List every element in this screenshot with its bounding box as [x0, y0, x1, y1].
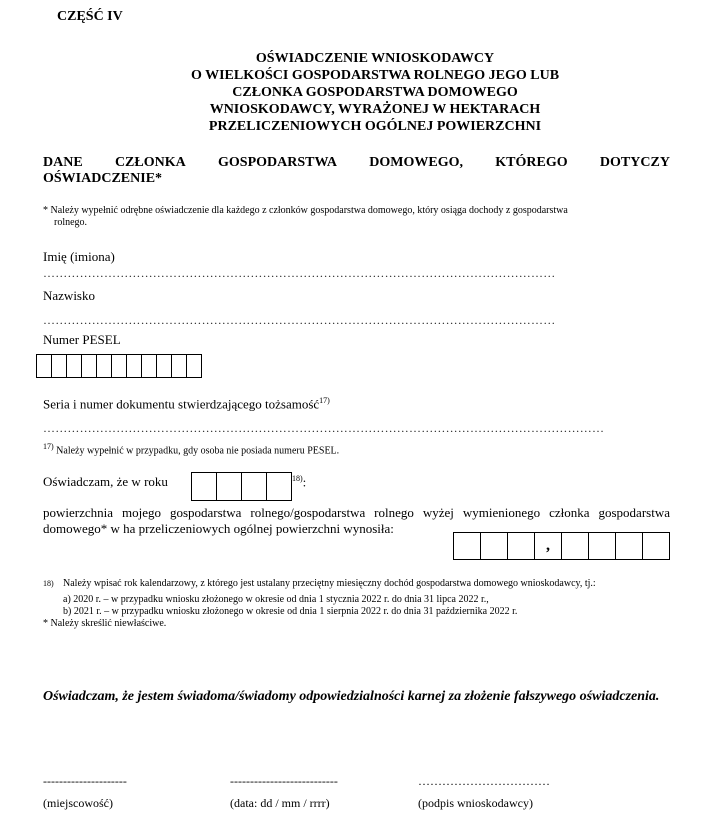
pesel-digit-box[interactable]: [156, 354, 172, 378]
signature-label: (podpis wnioskodawcy): [418, 796, 533, 810]
area-digit-box[interactable]: [453, 532, 481, 560]
footnote-ref: 17): [319, 396, 330, 405]
declare-year-footnote: [292, 474, 306, 490]
footnote-18-item-b: b) 2021 r. – w przypadku wniosku złożonego w okresie od dnia 1 sierpnia 2022 r. do dnia 31 października 2022 r.: [63, 606, 518, 618]
pesel-label: Numer PESEL: [43, 332, 121, 347]
section-word: KTÓREGO: [495, 155, 568, 170]
year-boxes: [191, 472, 291, 501]
declare-year-label: Oświadczam, że w roku: [43, 474, 168, 489]
section-word: CZŁONKA: [114, 155, 186, 170]
area-digit-box[interactable]: [480, 532, 508, 560]
footnote-star-line-1: * Należy wypełnić odrębne oświadczenie dla każdego z członków gospodarstwa domowego, który osiąga dochody z gospodarstwa: [43, 205, 568, 216]
pesel-digit-box[interactable]: [126, 354, 142, 378]
area-digit-box[interactable]: [642, 532, 670, 560]
first-name-label: Imię (imiona): [43, 249, 115, 264]
footnote-18-item-a: a) 2020 r. – w przypadku wniosku złożonego w okresie od dnia 1 stycznia 2022 r. do dnia 31 lipca 2022 r.,: [63, 594, 489, 606]
area-digit-box[interactable]: [588, 532, 616, 560]
pesel-digit-box[interactable]: [171, 354, 187, 378]
title-line-5: PRZELICZENIOWYCH OGÓLNEJ POWIERZCHNI: [208, 119, 542, 134]
pesel-digit-box[interactable]: [141, 354, 157, 378]
colon: :: [302, 474, 307, 490]
identity-document-label: [43, 396, 330, 412]
place-label: (miejscowość): [43, 796, 113, 810]
section-heading: [43, 155, 670, 187]
year-digit-box[interactable]: [266, 472, 292, 501]
identity-document-label-text: Seria i numer dokumentu stwierdzającego tożsamość: [43, 396, 320, 412]
area-digit-box[interactable]: [507, 532, 535, 560]
section-word: DOTYCZY: [599, 155, 670, 170]
section-word: DANE: [43, 155, 83, 170]
area-digit-box[interactable]: [561, 532, 589, 560]
pesel-digit-box[interactable]: [111, 354, 127, 378]
footnote-star: [43, 205, 663, 229]
footnote-18: [43, 578, 670, 630]
pesel-digit-box[interactable]: [36, 354, 52, 378]
year-digit-box[interactable]: [241, 472, 267, 501]
area-text: powierzchnia mojego gospodarstwa rolnego/gospodarstwa rolnego wyżej wymienionego członka gospodarstwa domowego* w ha przeliczeniowych ogólnej powierzchni wynosiła:: [43, 505, 670, 536]
declaration-text: Oświadczam, że jestem świadoma/świadomy odpowiedzialności karnej za złożenie fałszywego oświadczenia.: [43, 689, 660, 704]
footnote-17-text: Należy wypełnić w przypadku, gdy osoba nie posiada numeru PESEL.: [53, 445, 340, 457]
footnote-ref: 18): [292, 474, 303, 483]
section-heading-line-2: OŚWIADCZENIE*: [43, 171, 163, 186]
area-digit-box[interactable]: [615, 532, 643, 560]
year-digit-box[interactable]: [216, 472, 242, 501]
pesel-digit-box[interactable]: [81, 354, 97, 378]
part-heading: CZĘŚĆ IV: [57, 9, 123, 24]
section-word: GOSPODARSTWA: [218, 155, 338, 170]
signature-line[interactable]: ……………………………: [418, 774, 550, 788]
area-decimal-separator: ,: [534, 532, 562, 560]
pesel-boxes: [36, 354, 201, 378]
title-line-4: WNIOSKODAWCY, WYRAŻONEJ W HEKTARACH: [209, 102, 541, 117]
footnote-17: [43, 441, 339, 457]
form-title: [150, 50, 600, 135]
first-name-field[interactable]: ………………………………………………………………………………………………………………: [43, 266, 556, 280]
area-boxes: [453, 532, 669, 560]
footnote-star-line-2: rolnego.: [54, 217, 88, 228]
section-word: DOMOWEGO,: [369, 155, 464, 170]
footnote-18-text: Należy wpisać rok kalendarzowy, z którego jest ustalany przeciętny miesięczny dochód gospodarstwa domowego wnioskodawcy, tj.:: [63, 578, 596, 589]
last-name-label: Nazwisko: [43, 288, 95, 303]
pesel-digit-box[interactable]: [186, 354, 202, 378]
title-line-3: CZŁONKA GOSPODARSTWA DOMOWEGO: [232, 85, 518, 100]
pesel-digit-box[interactable]: [66, 354, 82, 378]
pesel-digit-box[interactable]: [51, 354, 67, 378]
place-signature-line[interactable]: ---------------------: [43, 774, 127, 788]
last-name-field[interactable]: ………………………………………………………………………………………………………………: [43, 313, 556, 327]
date-label: (data: dd / mm / rrrr): [230, 796, 330, 810]
date-signature-line[interactable]: ---------------------------: [230, 774, 338, 788]
footnote-17-number: 17): [43, 442, 54, 451]
footnote-cross-out: * Należy skreślić niewłaściwe.: [43, 618, 167, 630]
footnote-18-number: 18): [43, 579, 54, 588]
title-line-1: OŚWIADCZENIE WNIOSKODAWCY: [255, 51, 495, 66]
identity-document-field[interactable]: …………………………………………………………………………………………………………………………: [43, 421, 605, 435]
year-digit-box[interactable]: [191, 472, 217, 501]
title-line-2: O WIELKOŚCI GOSPODARSTWA ROLNEGO JEGO LUB: [190, 68, 560, 83]
pesel-digit-box[interactable]: [96, 354, 112, 378]
